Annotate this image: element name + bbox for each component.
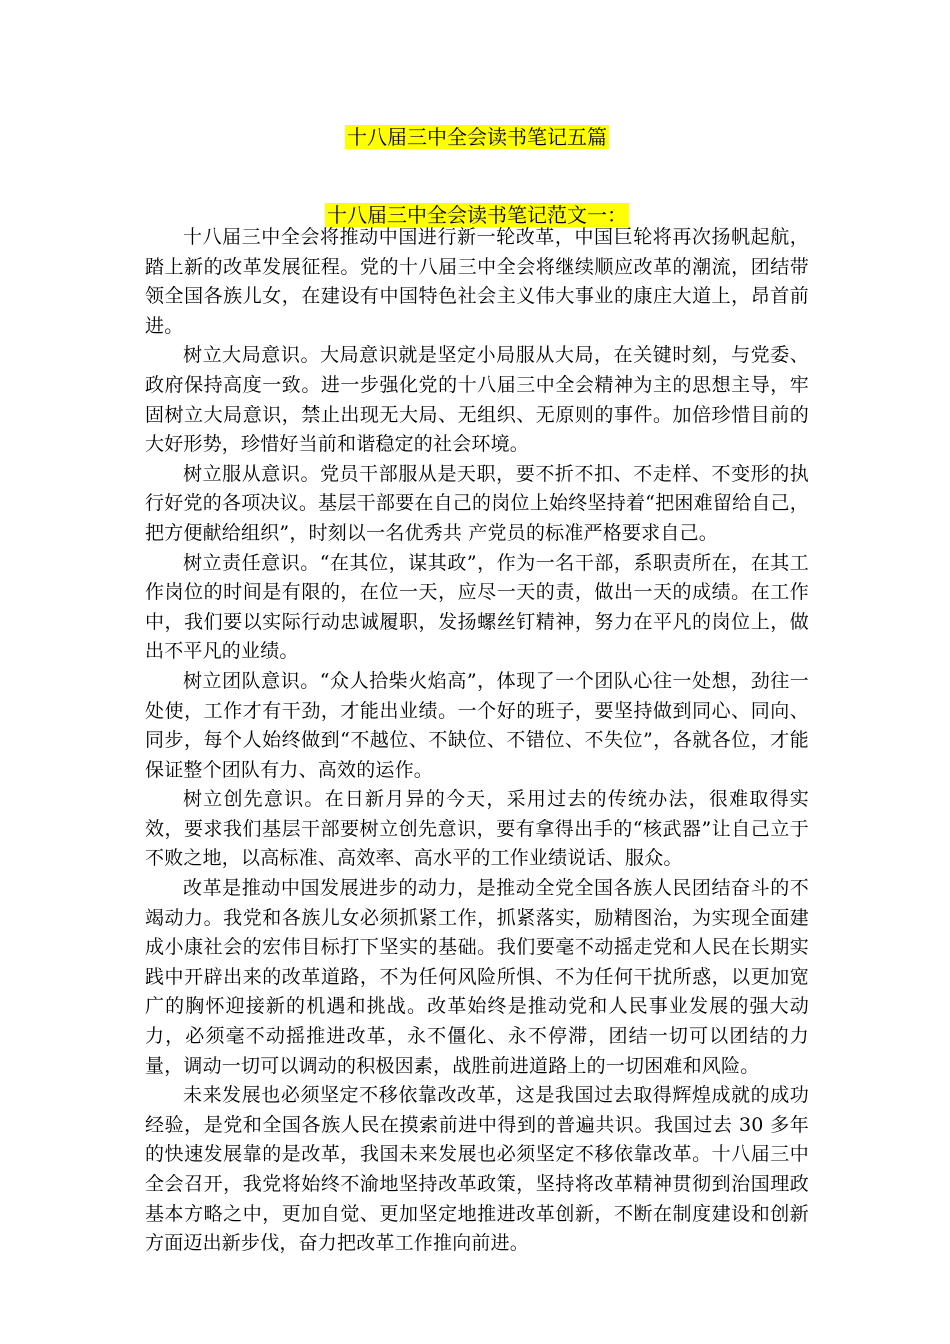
document-title: 十八届三中全会读书笔记五篇 (347, 125, 607, 149)
paragraph-teamwork: 树立团队意识。“众人拾柴火焰高”，体现了一个团队心往一处想，劲往一处使，工作才有干劲，才能出业绩。一个好的班子，要坚持做到同心、同向、同步，每个人始终做到“不越位、不缺位、不错位、不失位”，各就各位，才能保证整个团队有力、高效的运作。 (145, 669, 809, 781)
section-title: 十八届三中全会读书笔记范文一： (327, 203, 627, 227)
paragraph-innovation: 树立创先意识。在日新月异的今天，采用过去的传统办法，很难取得实效，要求我们基层干部要树立创先意识，要有拿得出手的“核武器”让自己立于不败之地，以高标准、高效率、高水平的工作业绩说话、服众。 (145, 788, 809, 870)
document-title-row (145, 120, 809, 154)
paragraph-obedience: 树立服从意识。党员干部服从是天职，要不折不扣、不走样、不变形的执行好党的各项决议。基层干部要在自己的岗位上始终坚持着“把困难留给自己，把方便献给组织”，时刻以一名优秀共 产党员的标准严格要求自己。 (145, 462, 809, 544)
paragraph-big-picture: 树立大局意识。大局意识就是坚定小局服从大局，在关键时刻，与党委、政府保持高度一致。进一步强化党的十八届三中全会精神为主的思想主导，牢固树立大局意识，禁止出现无大局、无组织、无原则的事件。加倍珍惜目前的大好形势，珍惜好当前和谐稳定的社会环境。 (145, 344, 809, 456)
document-body (145, 223, 809, 1259)
paragraph-future-reform: 未来发展也必须坚定不移依靠改改革，这是我国过去取得辉煌成就的成功经验，是党和全国各族人民在摸索前进中得到的普遍共识。我国过去 30 多年的快速发展靠的是改革，我国未来发展也必须坚定不移依靠改革。十八届三中全会召开，我党将始终不渝地坚持改革政策，坚持将改革精神贯彻到治国理政基本方略之中，更加自觉、更加坚定地推进改革创新，不断在制度建设和创新方面迈出新步伐，奋力把改革工作推向前进。 (145, 1084, 809, 1255)
paragraph-intro: 十八届三中全会将推动中国进行新一轮改革，中国巨轮将再次扬帆起航，踏上新的改革发展征程。党的十八届三中全会将继续顺应改革的潮流，团结带领全国各族儿女，在建设有中国特色社会主义伟大事业的康庄大道上，昂首前进。 (145, 226, 809, 337)
paragraph-responsibility: 树立责任意识。“在其位，谋其政”，作为一名干部，系职责所在，在其工作岗位的时间是有限的，在位一天，应尽一天的责，做出一天的成绩。在工作中，我们要以实际行动忠诚履职，发扬螺丝钉精神，努力在平凡的岗位上，做出不平凡的业绩。 (145, 551, 809, 663)
paragraph-reform-driver: 改革是推动中国发展进步的动力，是推动全党全国各族人民团结奋斗的不竭动力。我党和各族儿女必须抓紧工作，抓紧落实，励精图治，为实现全面建成小康社会的宏伟目标打下坚实的基础。我们要毫不动摇走党和人民在长期实践中开辟出来的改革道路，不为任何风险所惧、不为任何干扰所惑，以更加宽广的胸怀迎接新的机遇和挑战。改革始终是推动党和人民事业发展的强大动力，必须毫不动摇推进改革，永不僵化、永不停滞，团结一切可以团结的力量，调动一切可以调动的积极因素，战胜前进道路上的一切困难和风险。 (145, 877, 809, 1077)
